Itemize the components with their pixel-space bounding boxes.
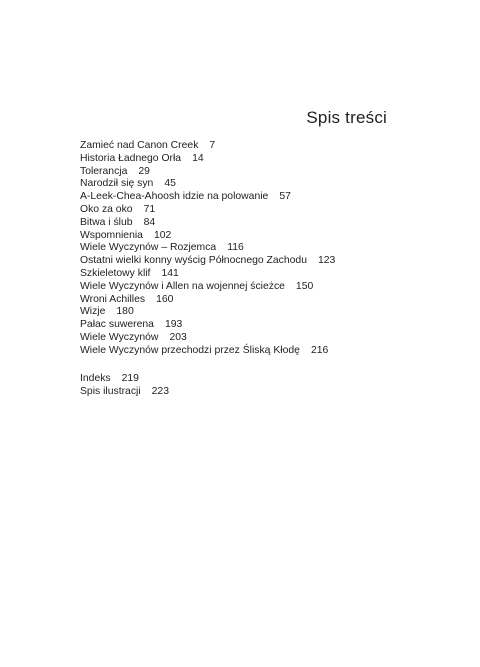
toc-entry bbox=[80, 230, 335, 243]
toc-entry-page: 219 bbox=[121, 373, 139, 384]
toc-entry-title: Wspomnienia bbox=[80, 229, 143, 241]
toc-entry-title: Wiele Wyczynów bbox=[80, 331, 159, 343]
toc-entry-page: 14 bbox=[192, 152, 204, 164]
toc-entry-title: Oko za oko bbox=[80, 203, 133, 215]
toc-entry bbox=[80, 242, 335, 255]
toc-entry-page: 223 bbox=[151, 386, 169, 397]
toc-entry-title: Wroni Achilles bbox=[80, 293, 146, 305]
toc-entry bbox=[80, 153, 335, 166]
toc-entry bbox=[80, 294, 335, 307]
toc-entry-page: 57 bbox=[279, 191, 291, 203]
toc-entry bbox=[80, 178, 335, 191]
toc-entry-page: 150 bbox=[295, 280, 314, 292]
toc-title: Spis treści bbox=[306, 108, 387, 127]
toc-entry-title: Ostatni wielki konny wyścig Północnego Zachodu bbox=[80, 255, 307, 267]
toc-entry bbox=[80, 140, 335, 153]
toc-entry bbox=[80, 191, 335, 204]
toc-entry bbox=[80, 217, 335, 230]
toc-entry-page: 193 bbox=[164, 319, 183, 331]
toc-entry-title: Wizje bbox=[80, 306, 106, 318]
toc-entry-title: Spis ilustracji bbox=[80, 386, 141, 397]
toc-entry-title: Wiele Wyczynów przechodzi przez Śliską Kłodę bbox=[80, 344, 300, 356]
toc-entry-page: 160 bbox=[156, 293, 174, 305]
toc-entry-page: 141 bbox=[161, 267, 179, 279]
toc-entry-page: 45 bbox=[164, 178, 176, 190]
toc-entry-title: Tolerancja bbox=[80, 165, 128, 177]
toc-entry bbox=[80, 281, 335, 294]
toc-entry bbox=[80, 385, 169, 398]
toc-entry-page: 84 bbox=[143, 216, 156, 228]
toc-entry-page: 102 bbox=[153, 229, 172, 241]
toc-entry-title: Wiele Wyczynów – Rozjemca bbox=[80, 242, 217, 254]
toc-entry bbox=[80, 255, 335, 268]
toc-entry-title: Narodził się syn bbox=[80, 178, 154, 190]
toc-entry bbox=[80, 345, 335, 358]
toc-entry-page: 116 bbox=[227, 242, 244, 254]
toc-entry bbox=[80, 319, 335, 332]
toc-list bbox=[80, 140, 335, 358]
toc-entry-title: Pałac suwerena bbox=[80, 319, 154, 331]
toc-entry-page: 29 bbox=[138, 165, 150, 177]
toc-entry-page: 180 bbox=[116, 306, 134, 318]
toc-entry-title: Indeks bbox=[80, 373, 111, 384]
toc-entry-page: 123 bbox=[317, 255, 336, 267]
toc-entry-page: 7 bbox=[209, 140, 216, 151]
toc-entry-title: Zamieć nad Canon Creek bbox=[80, 140, 199, 151]
toc-entry bbox=[80, 332, 335, 345]
toc-entry bbox=[80, 372, 169, 385]
toc-entry-title: Bitwa i ślub bbox=[80, 216, 133, 228]
toc-entry-page: 71 bbox=[143, 203, 156, 215]
toc-entry bbox=[80, 268, 335, 281]
toc-entry bbox=[80, 204, 335, 217]
toc-entry-title: Szkieletowy klif bbox=[80, 267, 151, 279]
toc-appendix-list bbox=[80, 372, 169, 398]
toc-entry-page: 203 bbox=[169, 331, 187, 343]
toc-entry-title: Historia Ładnego Orła bbox=[80, 152, 182, 164]
toc-entry bbox=[80, 306, 335, 319]
toc-entry-page: 216 bbox=[310, 344, 329, 356]
toc-entry-title: Wiele Wyczynów i Allen na wojennej ścieżce bbox=[80, 280, 285, 292]
toc-entry bbox=[80, 166, 335, 179]
toc-entry-title: A-Leek-Chea-Ahoosh idzie na polowanie bbox=[80, 191, 269, 203]
